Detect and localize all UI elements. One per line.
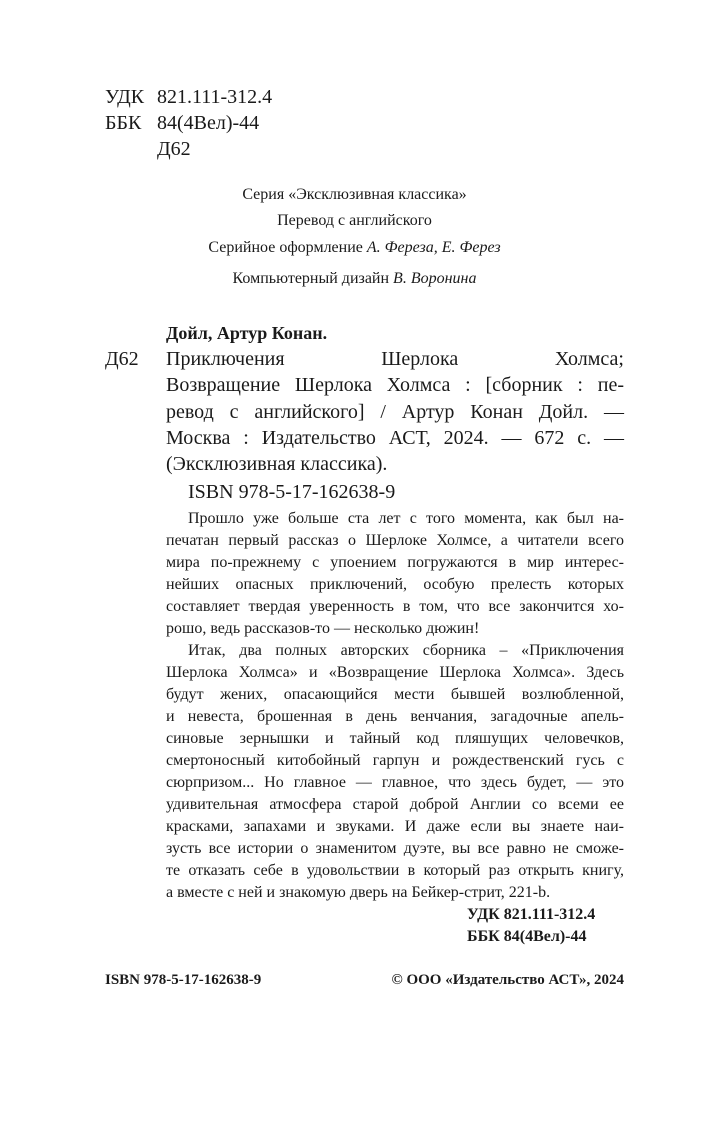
bbk-code-bold: ББК 84(4Вел)-44 [467, 928, 587, 945]
annotation-line: те отказать себе в удовольствии в который раз открыть книгу, [166, 862, 624, 879]
footer-isbn: ISBN 978-5-17-162638-9 [105, 972, 262, 988]
udk-line [105, 84, 272, 110]
author-heading: Дойл, Артур Конан. [166, 323, 328, 343]
annotation-line: и невеста, брошенная в день венчания, загадочные апель- [166, 708, 624, 725]
author-mark-line [105, 136, 272, 162]
translation-line: Перевод с английского [277, 212, 432, 229]
annotation-line: печатан первый рассказ о Шерлоке Холмсе, а читатели всего [166, 532, 624, 549]
annotation-line: удивительная атмосфера старой доброй Англии со всеми ее [166, 796, 624, 813]
annotation-line: а вместе с ней и знакомую дверь на Бейкер-стрит, 221-b. [166, 884, 551, 901]
footer-copyright: © ООО «Издательство АСТ», 2024 [391, 972, 624, 988]
annotation-line: Шерлока Холмса» и «Возвращение Шерлока Холмса». Здесь [166, 664, 624, 681]
bbk-label: ББК [105, 112, 142, 134]
design-credit [0, 239, 709, 257]
isbn-line: ISBN 978-5-17-162638-9 [188, 481, 396, 503]
annotation-line: зусть все истории о знаменитом дуэте, вы все равно не сможе- [166, 840, 624, 857]
udk-label: УДК [105, 86, 145, 108]
author-mark: Д62 [157, 138, 191, 160]
annotation-line: Прошло уже больше ста лет с того момента, как был на- [188, 510, 624, 527]
computer-design-prefix: Компьютерный дизайн [232, 270, 394, 287]
bbk-value: 84(4Вел)-44 [157, 112, 260, 134]
design-credit-names: А. Фереза, Е. Ферез [366, 239, 501, 256]
annotation-line: рошо, ведь рассказов-то — несколько дюжин! [166, 620, 480, 637]
annotation-line: будут жених, опасающийся мести бывшей возлюбленной, [166, 686, 624, 703]
annotation-line: красками, запахами и звуками. И даже если вы знаете наи- [166, 818, 624, 835]
bibliography-line-2: Возвращение Шерлока Холмса : [сборник : пе- [166, 374, 624, 396]
computer-design-credit [0, 270, 709, 288]
bibliography-mark: Д62 [105, 348, 139, 370]
annotation-line: Итак, два полных авторских сборника – «Приключения [188, 642, 624, 659]
bibliography-line-3: ревод с английского] / Артур Конан Дойл. — [166, 401, 624, 423]
bibliography-line-5: (Эксклюзивная классика). [166, 453, 388, 475]
series-line: Серия «Эксклюзивная классика» [242, 186, 467, 203]
udk-value: 821.111-312.4 [157, 86, 273, 108]
computer-design-name: В. Воронина [393, 270, 477, 287]
design-credit-prefix: Серийное оформление [208, 239, 367, 256]
annotation-line: составляет твердая уверенность в том, что все закончится хо- [166, 598, 624, 615]
annotation-line: синовые зернышки и тайный код пляшущих человечков, [166, 730, 624, 747]
bbk-line [105, 110, 272, 136]
bibliography-line-4: Москва : Издательство АСТ, 2024. — 672 с. — [166, 427, 624, 449]
classification-block [105, 84, 272, 162]
annotation-line: мира по-прежнему с упоением погружаются в мир интерес- [166, 554, 624, 571]
udk-code-bold: УДК 821.111-312.4 [467, 906, 596, 923]
bibliography-line-1: Приключения Шерлока Холмса; [166, 348, 624, 370]
annotation-line: смертоносный китобойный гарпун и рождественский гусь с [166, 752, 624, 769]
annotation-line: сюрпризом... Но главное — главное, что здесь будет, — это [166, 774, 624, 791]
annotation-line: нейших опасных приключений, особую прелесть которых [166, 576, 624, 593]
